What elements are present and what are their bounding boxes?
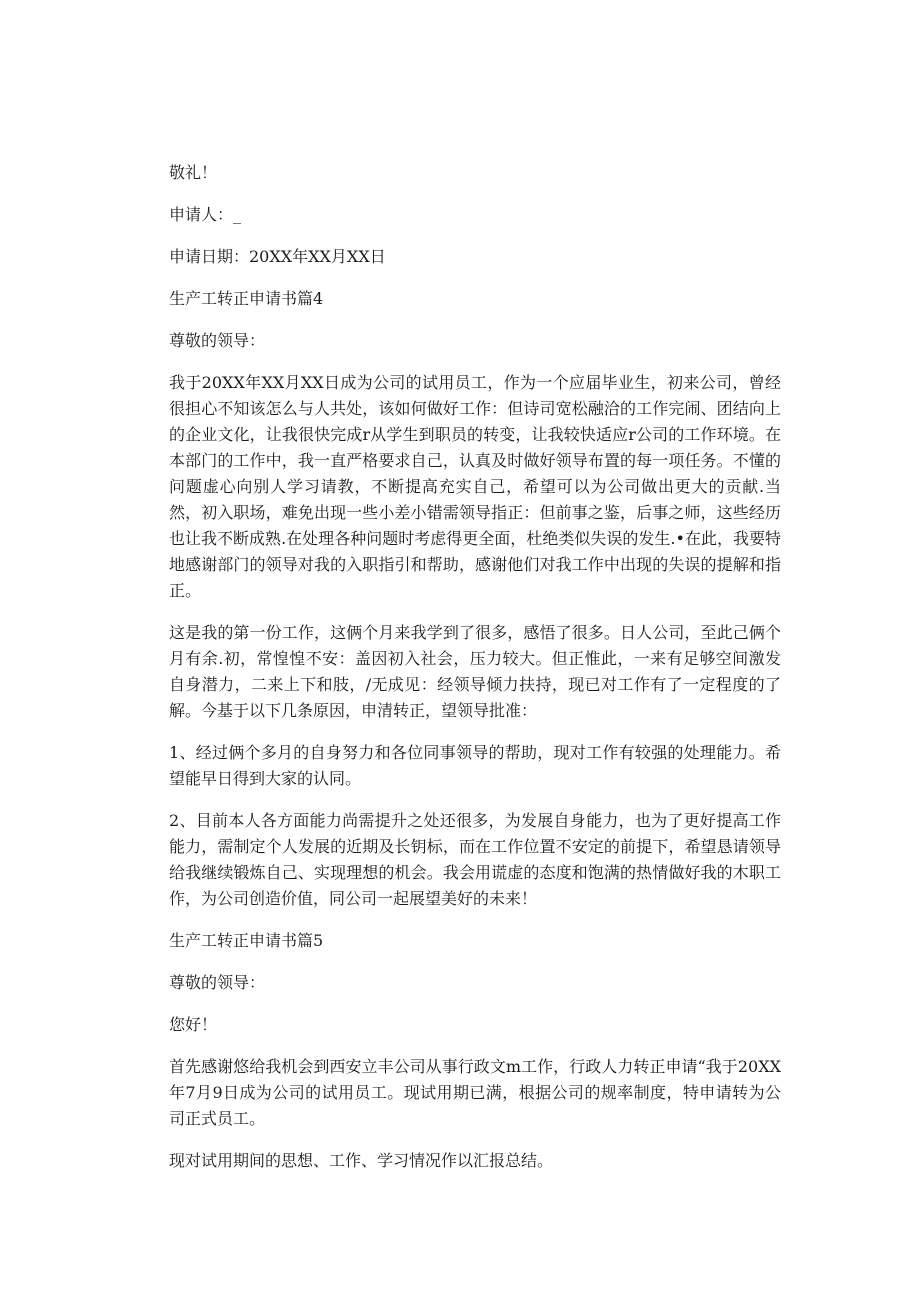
closing-text: 敬礼！: [169, 163, 218, 182]
document-body: [169, 160, 781, 1190]
section5-paragraph-2: 现对试用期间的思想、工作、学习情况作以汇报总结。: [169, 1151, 554, 1170]
section4-title: 生产工转正申请书篇4: [169, 289, 324, 308]
section5-title: 生产工转正申请书篇5: [169, 931, 324, 950]
applicant-line: 申请人：_: [169, 205, 242, 224]
section4-paragraph-2: 这是我的第一份工作，这俩个月来我学到了很多，感悟了很多。日人公司，至此己俩个月有余.初，常惶惶不安：盖因初入社会，压力较大。但正惟此，一来有足够空间激发自身潜力，二来上下和肢，/无成见：经领导倾力扶持，现已对工作有了一定程度的了解。今基于以下几条原因，申清转正，望领导批准：: [169, 623, 781, 720]
section5-salutation: 尊敬的领导：: [169, 973, 266, 992]
section5-greeting: 您好！: [169, 1015, 218, 1034]
apply-date-line: 申请日期：20XX年XX月XX日: [169, 247, 386, 266]
section4-salutation: 尊敬的领导：: [169, 331, 266, 350]
section4-paragraph-1: 我于20XX年XX月XX日成为公司的试用员工，作为一个应届毕业生，初来公司，曾经很担心不知该怎么与人共处，该如何做好工作：但诗司宽松融洽的工作完闹、团结向上的企业文化，让我很快完成r从学生到职员的转变，让我较快适应r公司的工作环境。在本部门的工作中，我一直严格要求自己，认真及时做好领导布置的每一项任务。不懂的问题虚心向别人学习请教，不断提高充实自己，希望可以为公司做出更大的贡献.当然，初入职场，难免出现一些小差小错需领导指正：但前事之鉴，后事之师，这些经历也让我不断成熟.在处理各种问题时考虑得更全面，杜绝类似失误的发生.•在此，我要特地感谢部门的领导对我的入职指引和帮助，感谢他们对我工作中出现的失误的提解和指正。: [169, 373, 781, 600]
section4-item-1: 1、经过俩个多月的自身努力和各位同事领导的帮助，现对工作有较强的处理能力。希望能早日得到大家的认同。: [169, 743, 781, 788]
section4-item-2: 2、目前本人各方面能力尚需提升之处还很多，为发展自身能力，也为了更好提高工作能力，需制定个人发展的近期及长钥标，而在工作位置不安定的前提下，希望恳请领导给我继续锻炼自己、实现理想的机会。我会用谎虚的态度和饱满的热情做好我的木职工作，为公司创造价值，同公司一起展望美好的未来！: [169, 811, 781, 908]
section5-paragraph-1: 首先感谢悠给我机会到西安立丰公司从事行政文m工作，行政人力转正申请“我于20XX年7月9日成为公司的试用员工。现试用期已满，根据公司的规率制度，特申请转为公司正式员工。: [169, 1057, 781, 1128]
